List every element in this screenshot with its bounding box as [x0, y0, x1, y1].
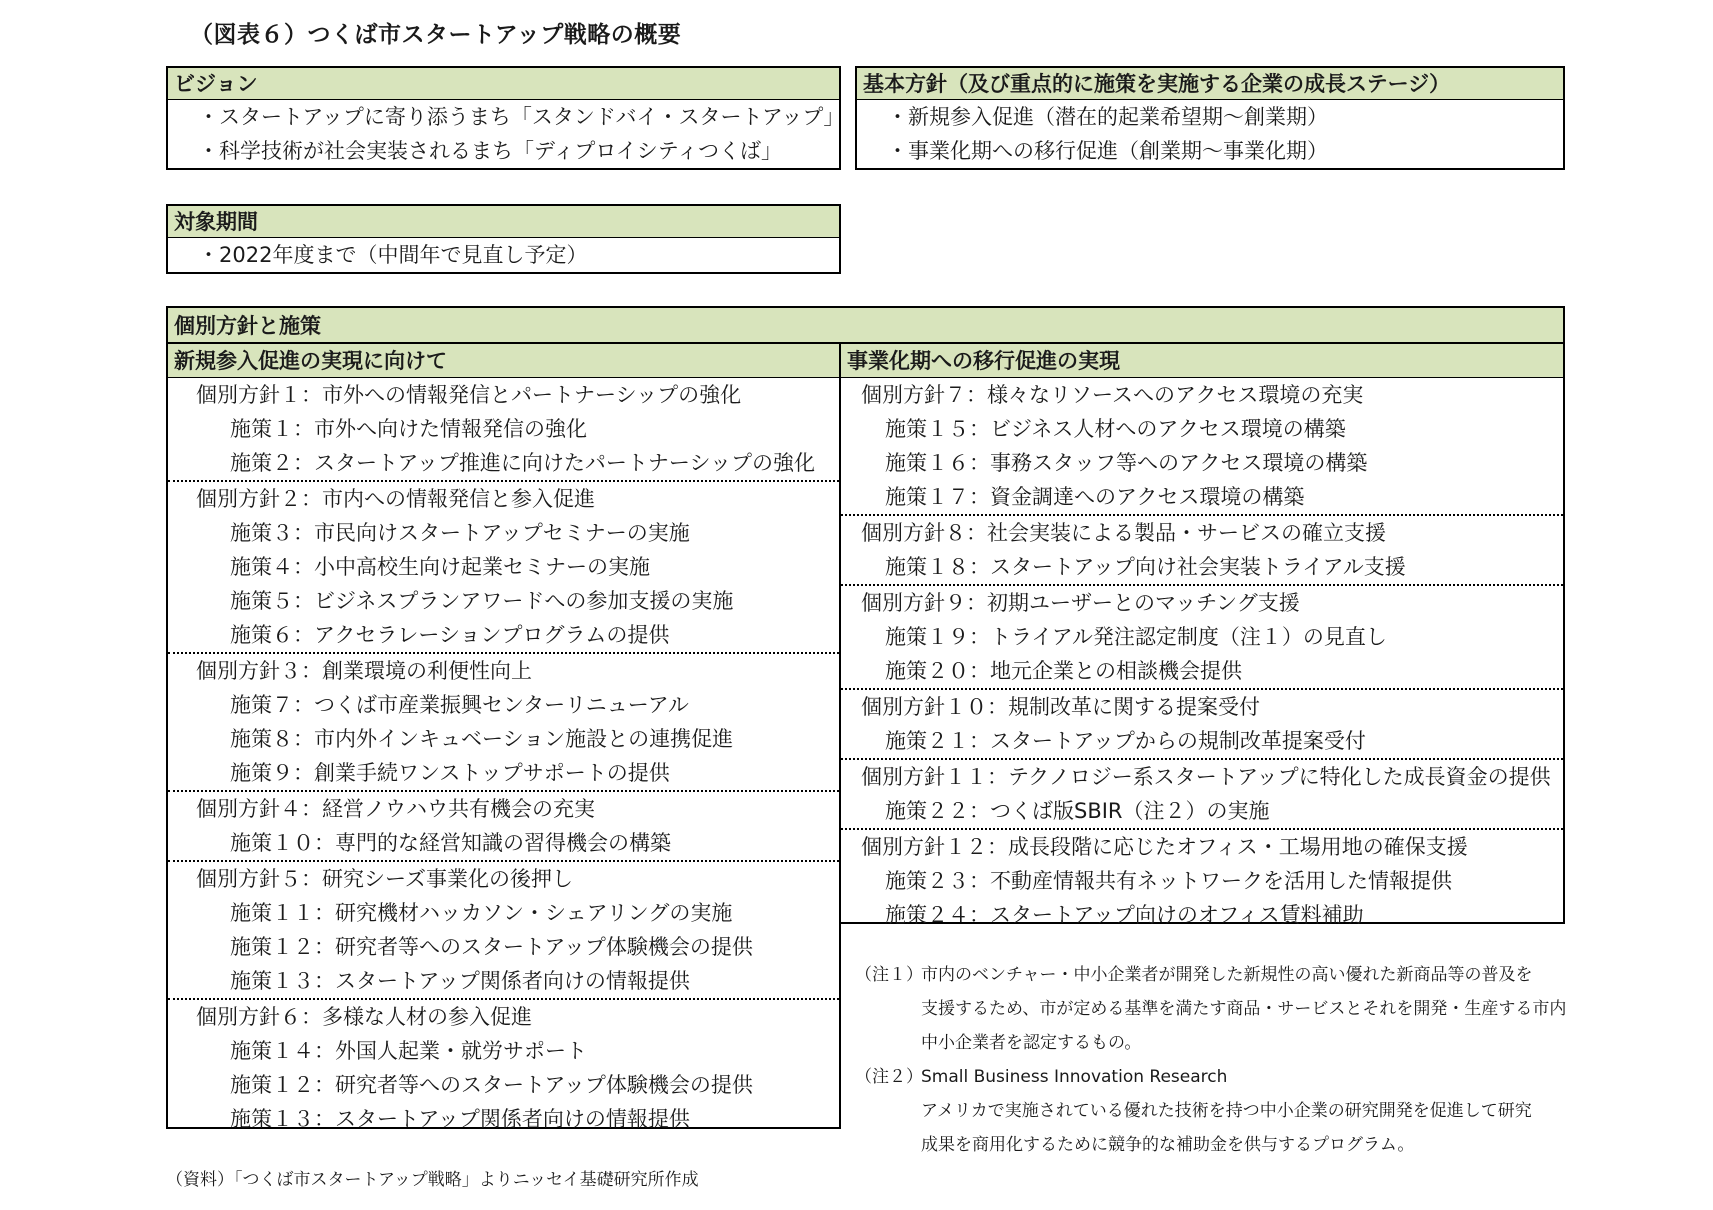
measure-line: 施策１８：スタートアップ向け社会実装トライアル支援	[885, 555, 1406, 579]
policy-group	[168, 378, 839, 482]
measure-line: 施策４：小中高校生向け起業セミナーの実施	[230, 555, 650, 579]
policy-line: 個別方針１０：規制改革に関する提案受付	[861, 695, 1260, 719]
left-column-header: 新規参入促進の実現に向けて	[168, 344, 839, 378]
policy-group	[841, 586, 1563, 690]
policy-group	[168, 792, 839, 862]
policy-line: 個別方針２：市内への情報発信と参入促進	[196, 487, 595, 511]
measure-line: 施策９：創業手続ワンストップサポートの提供	[230, 761, 670, 785]
right-groups	[841, 378, 1563, 932]
measure-line: 施策８：市内外インキュベーション施設との連携促進	[230, 727, 734, 751]
note2-line: 成果を商用化するために競争的な補助金を供与するプログラム。	[921, 1135, 1415, 1155]
policy-group	[168, 654, 839, 792]
policy-line: 個別方針９：初期ユーザーとのマッチング支援	[861, 591, 1300, 615]
policy-line: 個別方針１：市外への情報発信とパートナーシップの強化	[196, 383, 742, 407]
measure-line: 施策１７：資金調達へのアクセス環境の構築	[885, 485, 1305, 509]
policy-group	[168, 482, 839, 654]
vision-item: ・科学技術が社会実装されるまち「ディプロイシティつくば」	[198, 139, 783, 163]
period-header: 対象期間	[168, 206, 839, 238]
policy-line: 個別方針８：社会実装による製品・サービスの確立支援	[861, 521, 1386, 545]
measure-line: 施策２２：つくば版SBIR（注２）の実施	[885, 799, 1270, 823]
policy-group	[841, 690, 1563, 760]
vision-header: ビジョン	[168, 68, 839, 100]
policy-group	[168, 1000, 839, 1136]
measure-line: 施策５：ビジネスプランアワードへの参加支援の実施	[230, 589, 734, 613]
measures-header: 個別方針と施策	[168, 308, 1563, 344]
notes	[855, 958, 1566, 1162]
measure-line: 施策２１：スタートアップからの規制改革提案受付	[885, 729, 1366, 753]
measure-line: 施策１０：専門的な経営知識の習得機会の構築	[230, 831, 671, 855]
note2-line: アメリカで実施されている優れた技術を持つ中小企業の研究開発を促進して研究	[921, 1101, 1532, 1121]
measure-line: 施策６：アクセラレーションプログラムの提供	[230, 623, 670, 647]
note1-line: 中小企業者を認定するもの。	[921, 1033, 1142, 1053]
policy-line: 個別方針４：経営ノウハウ共有機会の充実	[196, 797, 595, 821]
policy-group	[841, 760, 1563, 830]
policy-line: 個別方針１２：成長段階に応じたオフィス・工場用地の確保支援	[861, 835, 1468, 859]
policy-box	[855, 66, 1565, 170]
policy-line: 個別方針１１：テクノロジー系スタートアップに特化した成長資金の提供	[861, 765, 1551, 789]
measure-line: 施策２０：地元企業との相談機会提供	[885, 659, 1242, 683]
vision-box	[166, 66, 845, 170]
note2-line: Small Business Innovation Research	[921, 1067, 1228, 1087]
measure-line: 施策１：市外へ向けた情報発信の強化	[230, 417, 587, 441]
vision-item: ・スタートアップに寄り添うまち「スタンドバイ・スタートアップ」	[198, 105, 845, 129]
measure-line: 施策２３：不動産情報共有ネットワークを活用した情報提供	[885, 869, 1452, 893]
policy-group	[841, 378, 1563, 516]
page-title: （図表６）つくば市スタートアップ戦略の概要	[190, 22, 682, 48]
policy-header: 基本方針（及び重点的に施策を実施する企業の成長ステージ）	[857, 68, 1563, 100]
measure-line: 施策１９：トライアル発注認定制度（注１）の見直し	[885, 625, 1387, 649]
source-note: （資料）「つくば市スタートアップ戦略」よりニッセイ基礎研究所作成	[166, 1170, 699, 1190]
measure-line: 施策１４：外国人起業・就労サポート	[230, 1039, 587, 1063]
note1-line: 市内のベンチャー・中小企業者が開発した新規性の高い優れた新商品等の普及を	[921, 965, 1533, 985]
left-column	[166, 342, 841, 1129]
measure-line: 施策２４：スタートアップ向けのオフィス賃料補助	[885, 903, 1364, 927]
policy-line: 個別方針６：多様な人材の参入促進	[196, 1005, 532, 1029]
measure-line: 施策１３：スタートアップ関係者向けの情報提供	[230, 969, 690, 993]
measure-line: 施策７：つくば市産業振興センターリニューアル	[230, 693, 689, 717]
measure-line: 施策１３：スタートアップ関係者向けの情報提供	[230, 1107, 690, 1131]
right-column	[839, 342, 1565, 927]
policy-group	[168, 862, 839, 1000]
policy-group	[841, 516, 1563, 586]
right-column-header: 事業化期への移行促進の実現	[841, 344, 1563, 378]
note2-label: （注２）	[855, 1067, 923, 1087]
period-box	[166, 204, 841, 274]
note1-label: （注１）	[855, 965, 923, 985]
left-groups	[168, 378, 839, 1136]
policy-group	[841, 830, 1563, 932]
measure-line: 施策１５：ビジネス人材へのアクセス環境の構築	[885, 417, 1346, 441]
measure-line: 施策１２：研究者等へのスタートアップ体験機会の提供	[230, 935, 753, 959]
policy-line: 個別方針７：様々なリソースへのアクセス環境の充実	[861, 383, 1364, 407]
note1-line: 支援するため、市が定める基準を満たす商品・サービスとそれを開発・生産する市内	[921, 999, 1567, 1019]
measure-line: 施策３：市民向けスタートアップセミナーの実施	[230, 521, 690, 545]
policy-item: ・事業化期への移行促進（創業期～事業化期）	[887, 139, 1328, 163]
measure-line: 施策１６：事務スタッフ等へのアクセス環境の構築	[885, 451, 1368, 475]
policy-item: ・新規参入促進（潜在的起業希望期～創業期）	[887, 105, 1328, 129]
period-item: ・2022年度まで（中間年で見直し予定）	[198, 243, 588, 267]
measure-line: 施策２：スタートアップ推進に向けたパートナーシップの強化	[230, 451, 816, 475]
measure-line: 施策１２：研究者等へのスタートアップ体験機会の提供	[230, 1073, 753, 1097]
policy-line: 個別方針５：研究シーズ事業化の後押し	[196, 867, 573, 891]
policy-line: 個別方針３：創業環境の利便性向上	[196, 659, 532, 683]
measures-box	[166, 306, 1565, 344]
measure-line: 施策１１：研究機材ハッカソン・シェアリングの実施	[230, 901, 733, 925]
